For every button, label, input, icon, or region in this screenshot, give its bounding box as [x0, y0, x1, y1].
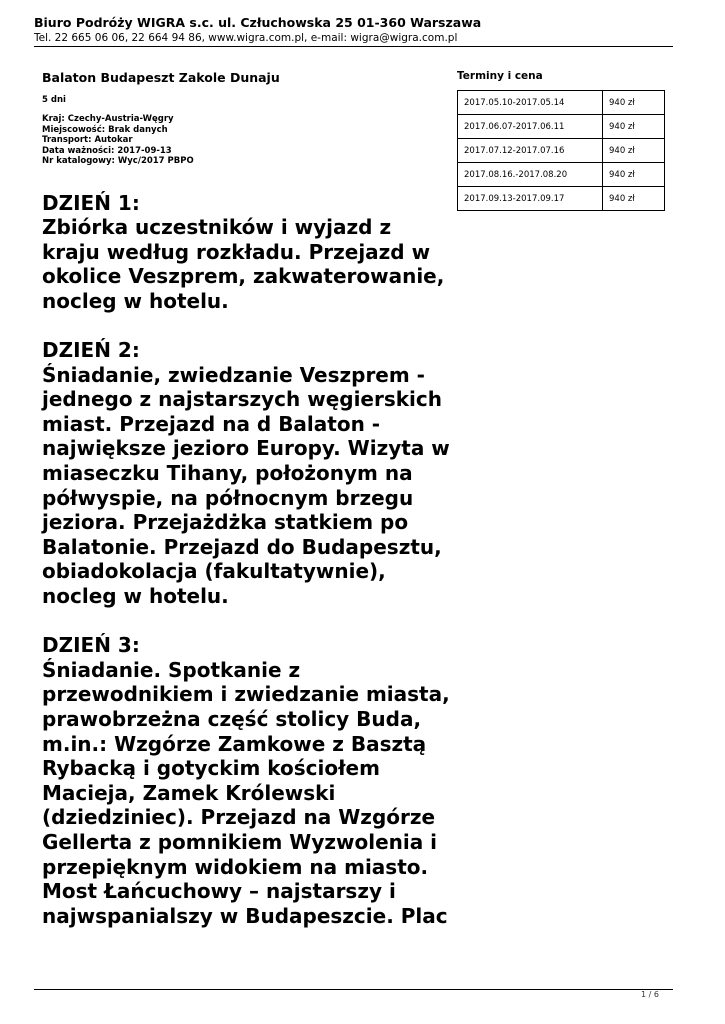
page-number: 1 / 6	[641, 990, 659, 999]
term-price: 940 zł	[603, 115, 665, 139]
meta-transport: Transport: Autokar	[42, 135, 133, 145]
day-heading: DZIEŃ 1:	[42, 190, 140, 215]
term-dates: 2017.05.10-2017.05.14	[458, 91, 603, 115]
program-day	[42, 191, 452, 314]
day-heading: DZIEŃ 2:	[42, 338, 140, 363]
day-description: Śniadanie, zwiedzanie Veszprem - jednego z najstarszych węgierskich miast. Przejazd na d Balaton - największe jezioro Europy. Wizyta w miaseczku Tihany, położonym na półwyspie, na północnym brzegu jeziora. Przejażdżka statkiem po Balatonie. Przejazd do Budapesztu, obiadokolacja (fakultatywnie), nocleg w hotelu.	[42, 362, 450, 608]
offer-section	[42, 70, 452, 953]
terms-table	[457, 90, 665, 211]
terms-title: Terminy i cena	[457, 70, 543, 82]
table-row	[458, 91, 665, 115]
term-dates: 2017.07.12-2017.07.16	[458, 139, 603, 163]
day-heading: DZIEŃ 3:	[42, 633, 140, 658]
day-description: Śniadanie. Spotkanie z przewodnikiem i zwiedzanie miasta, prawobrzeżna część stolicy Buda, m.in.: Wzgórze Zamkowe z Basztą Rybacką i gotyckim kościołem Macieja, Zamek Królewski (dziedziniec). Przejazd na Wzgórze Gellerta z pomnikiem Wyzwolenia i przepięknym widokiem na miasto. Most Łańcuchowy – najstarszy i najwspanialszy w Budapeszcie. Plac	[42, 657, 450, 928]
company-contact: Tel. 22 665 06 06, 22 664 94 86, www.wigra.com.pl, e-mail: wigra@wigra.com.pl	[34, 32, 458, 44]
meta-catalog-number: Nr katalogowy: Wyc/2017 PBPO	[42, 156, 194, 166]
term-dates: 2017.09.13-2017.09.17	[458, 187, 603, 211]
table-row	[458, 187, 665, 211]
table-row	[458, 115, 665, 139]
header-divider	[34, 46, 673, 47]
offer-duration: 5 dni	[42, 95, 66, 105]
trip-program	[42, 191, 452, 929]
company-name: Biuro Podróży WIGRA s.c. ul. Człuchowska 25 01-360 Warszawa	[34, 15, 482, 30]
footer-divider	[34, 989, 673, 990]
offer-title: Balaton Budapeszt Zakole Dunaju	[42, 70, 280, 85]
meta-valid-until: Data ważności: 2017-09-13	[42, 145, 172, 156]
terms-section	[457, 69, 667, 211]
table-row	[458, 163, 665, 187]
term-price: 940 zł	[603, 91, 665, 115]
program-day	[42, 338, 452, 609]
table-row	[458, 139, 665, 163]
term-dates: 2017.06.07-2017.06.11	[458, 115, 603, 139]
term-price: 940 zł	[603, 187, 665, 211]
term-price: 940 zł	[603, 163, 665, 187]
term-dates: 2017.08.16.-2017.08.20	[458, 163, 603, 187]
meta-location: Miejscowość: Brak danych	[42, 124, 168, 135]
meta-country: Kraj: Czechy-Austria-Węgry	[42, 114, 174, 124]
term-price: 940 zł	[603, 139, 665, 163]
program-day	[42, 633, 452, 928]
day-description: Zbiórka uczestników i wyjazd z kraju według rozkładu. Przejazd w okolice Veszprem, zakwaterowanie, nocleg w hotelu.	[42, 215, 445, 313]
document-header	[34, 15, 674, 45]
offer-meta	[42, 114, 452, 167]
